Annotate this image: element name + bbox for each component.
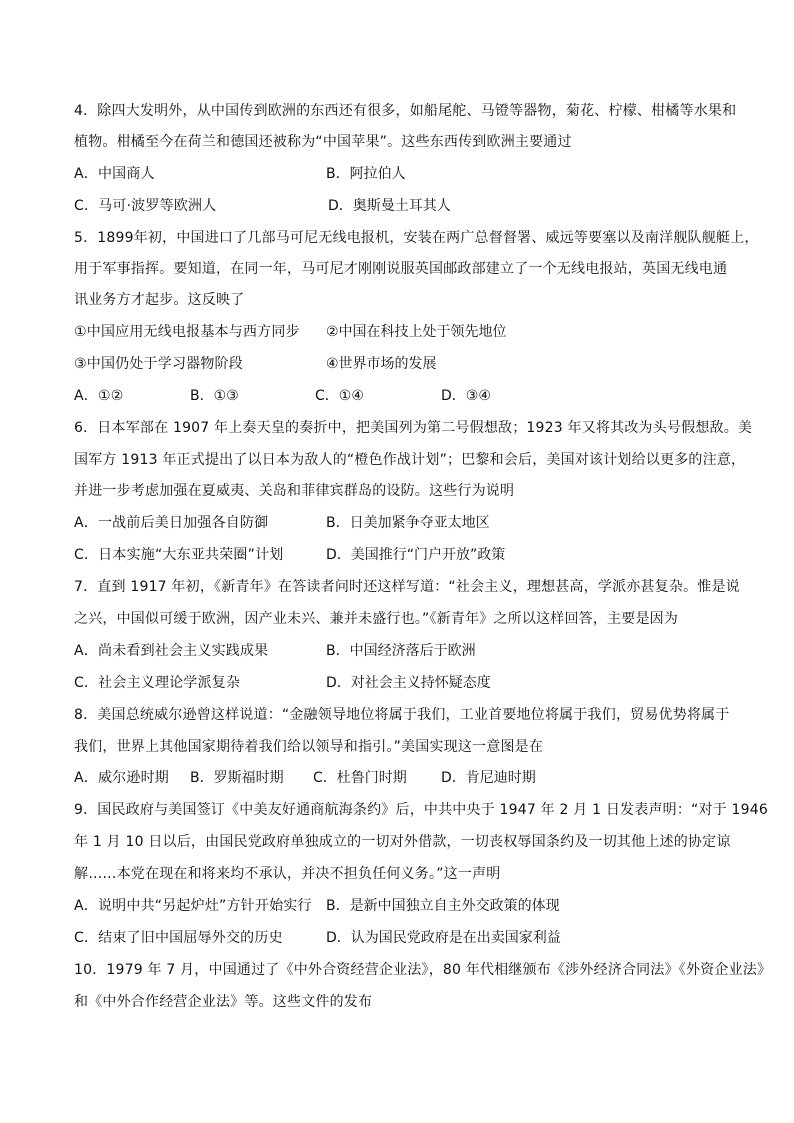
q7-option-b: B．中国经济落后于欧洲 <box>326 643 476 659</box>
q10-stem-line-2: 和《中外合作经营企业法》等。这些文件的发布 <box>74 994 373 1010</box>
q6-stem-line-3: 并进一步考虑加强在夏威夷、关岛和菲律宾群岛的设防。这些行为说明 <box>74 483 515 499</box>
q7-option-d: D．对社会主义持怀疑态度 <box>326 675 491 691</box>
q5-option-c: C．①④ <box>315 388 364 404</box>
q5-item-4: ④世界市场的发展 <box>326 356 437 372</box>
q9-option-b: B．是新中国独立自主外交政策的体现 <box>326 898 560 914</box>
q8-option-b: B．罗斯福时期 <box>190 770 284 786</box>
q8-option-a: A．威尔逊时期 <box>74 770 169 786</box>
q9-stem-line-1: 9．国民政府与美国签订《中美友好通商航海条约》后，中共中央于 1947 年 2 月 1 日发表声明：“对于 1946 <box>74 802 768 818</box>
q5-stem-line-2: 用于军事指挥。要知道，在同一年，马可尼才刚刚说服英国邮政部建立了一个无线电报站，英国无线电通 <box>74 261 728 277</box>
q7-option-c: C．社会主义理论学派复杂 <box>74 675 241 691</box>
q9-option-c: C．结束了旧中国屈辱外交的历史 <box>74 930 283 946</box>
q4-option-c: C．马可·波罗等欧洲人 <box>74 198 217 214</box>
q7-option-a: A．尚未看到社会主义实践成果 <box>74 643 269 659</box>
q6-option-b: B．日美加紧争夺亚太地区 <box>326 515 490 531</box>
q5-option-a: A．①② <box>74 388 124 404</box>
q6-stem-line-2: 国军方 1913 年正式提出了以日本为敌人的“橙色作战计划”；巴黎和会后，美国对该计划给以更多的注意， <box>74 452 746 468</box>
q8-stem-line-2: 我们，世界上其他国家期待着我们给以领导和指引。”美国实现这一意图是在 <box>74 739 544 755</box>
q6-option-d: D．美国推行“门户开放”政策 <box>326 547 506 563</box>
q9-stem-line-2: 年 1 月 10 日以后，由国民党政府单独成立的一切对外借款，一切丧权辱国条约及一切其他上述的协定谅 <box>74 834 731 850</box>
q7-stem-line-1: 7．直到 1917 年初，《新青年》在答读者问时还这样写道：“社会主义，理想甚高，学派亦甚复杂。惟是说 <box>74 579 740 595</box>
q4-stem-line-2: 植物。柑橘至今在荷兰和德国还被称为“中国苹果”。这些东西传到欧洲主要通过 <box>74 134 572 150</box>
q6-option-a: A．一战前后美日加强各自防御 <box>74 515 269 531</box>
q5-option-b: B．①③ <box>190 388 239 404</box>
q5-item-3: ③中国仍处于学习器物阶段 <box>74 356 243 372</box>
q6-option-c: C．日本实施“大东亚共荣圈”计划 <box>74 547 284 563</box>
q5-stem-line-1: 5．1899年初，中国进口了几部马可尼无线电报机，安装在两广总督督署、威远等要塞以及南洋舰队舰艇上， <box>74 230 759 246</box>
q4-stem-line-1: 4．除四大发明外，从中国传到欧洲的东西还有很多，如船尾舵、马镫等器物，菊花、柠檬、柑橘等水果和 <box>74 103 737 119</box>
q9-option-a: A．说明中共“另起炉灶”方针开始实行 <box>74 898 312 914</box>
q5-option-d: D．③④ <box>441 388 491 404</box>
q10-stem-line-1: 10．1979 年 7 月，中国通过了《中外合资经营企业法》，80 年代相继颁布《涉外经济合同法》《外资企业法》 <box>74 962 772 978</box>
q4-option-d: D．奥斯曼土耳其人 <box>328 198 451 214</box>
q9-option-d: D．认为国民党政府是在出卖国家利益 <box>326 930 561 946</box>
q9-stem-line-3: 解……本党在现在和将来均不承认，并决不担负任何义务。”这一声明 <box>74 866 501 882</box>
q5-item-1: ①中国应用无线电报基本与西方同步 <box>74 324 300 340</box>
q5-item-2: ②中国在科技上处于领先地位 <box>326 324 507 340</box>
q8-stem-line-1: 8．美国总统威尔逊曾这样说道：“金融领导地位将属于我们，工业首要地位将属于我们，贸易优势将属于 <box>74 707 730 723</box>
q4-option-b: B．阿拉伯人 <box>326 166 406 182</box>
q6-stem-line-1: 6．日本军部在 1907 年上奏天皇的奏折中，把美国列为第二号假想敌；1923 年又将其改为头号假想敌。美 <box>74 420 753 436</box>
q4-option-a: A．中国商人 <box>74 166 155 182</box>
q8-option-c: C．杜鲁门时期 <box>313 770 407 786</box>
q7-stem-line-2: 之兴，中国似可缓于欧洲，因产业未兴、兼并未盛行也。”《新青年》之所以这样回答，主要是因为 <box>74 611 679 627</box>
q8-option-d: D．肯尼迪时期 <box>441 770 536 786</box>
q5-stem-line-3: 讯业务方才起步。这反映了 <box>74 292 245 308</box>
